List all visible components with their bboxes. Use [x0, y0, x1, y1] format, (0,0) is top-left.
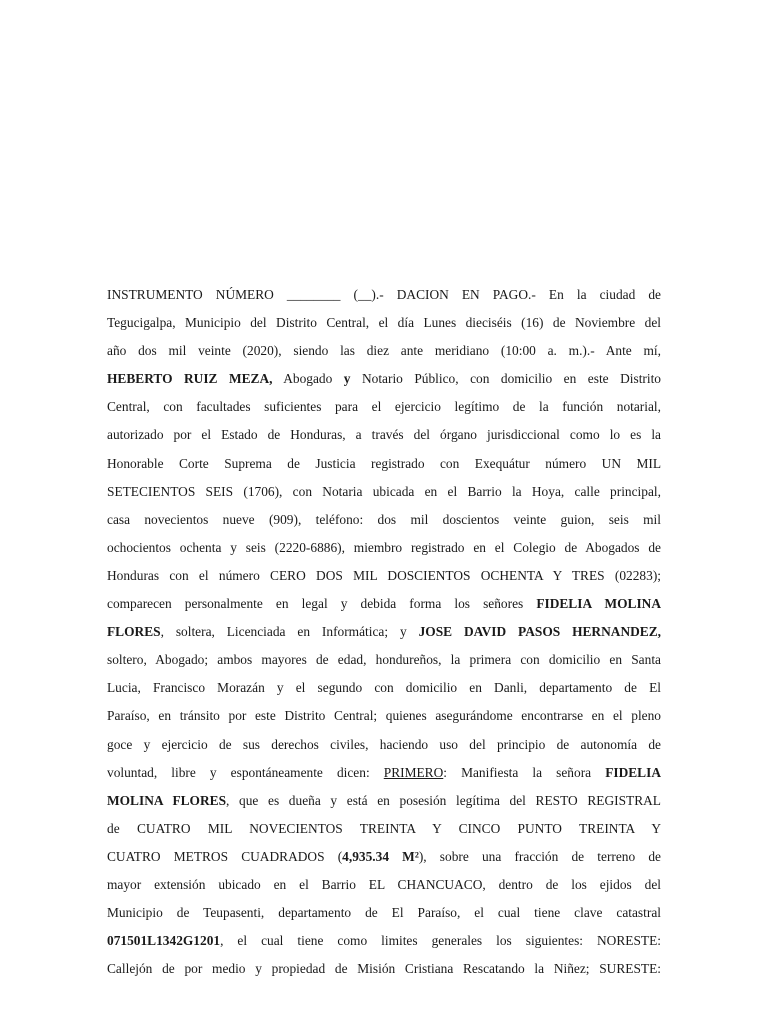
text-run: Lucia, Francisco Morazán y el segundo con domicilio en Danli, departamento de El [107, 680, 661, 696]
document-line [107, 365, 661, 393]
document-line [107, 534, 661, 562]
document-line [107, 421, 661, 449]
document-line [107, 337, 661, 365]
bold-text: HEBERTO RUIZ MEZA, [107, 371, 273, 387]
text-run: SETECIENTOS SEIS (1706), con Notaria ubicada en el Barrio la Hoya, calle principal, [107, 483, 661, 499]
text-run: , el cual tiene como limites generales los siguientes: NORESTE: [220, 933, 661, 949]
text-run: Municipio de Teupasenti, departamento de El Paraíso, el cual tiene clave catastral [107, 905, 661, 921]
bold-text: FIDELIA [605, 764, 661, 780]
text-run: INSTRUMENTO NÚMERO ________ (__).- DACION EN PAGO.- En la ciudad de [107, 287, 661, 302]
document-line [107, 731, 661, 759]
document-line [107, 562, 661, 590]
document-line [107, 871, 661, 899]
document-line [107, 815, 661, 843]
text-run: Honduras con el número CERO DOS MIL DOSCIENTOS OCHENTA Y TRES (02283); [107, 567, 661, 583]
bold-text: FIDELIA MOLINA [536, 596, 661, 612]
document-line [107, 309, 661, 337]
text-run: , que es dueña y está en posesión legítima del RESTO REGISTRAL [226, 792, 661, 808]
bold-text: JOSE DAVID PASOS HERNANDEZ, [418, 624, 661, 640]
text-run: Tegucigalpa, Municipio del Distrito Central, el día Lunes dieciséis (16) de Noviembre del [107, 315, 661, 331]
text-run: Callejón de por medio y propiedad de Misión Cristiana Rescatando la Niñez; SURESTE: [107, 961, 661, 977]
text-run: comparecen personalmente en legal y debida forma los señores [107, 596, 537, 612]
document-line [107, 843, 661, 871]
text-run: goce y ejercicio de sus derechos civiles, haciendo uso del principio de autonomía de [107, 736, 661, 752]
document-line [107, 590, 661, 618]
document-line [107, 618, 661, 646]
document-line [107, 702, 661, 730]
text-run: Central, con facultades suficientes para el ejercicio legítimo de la función notarial, [107, 399, 661, 415]
document-line [107, 281, 661, 309]
document-line [107, 787, 661, 815]
bold-text: 4,935.34 M² [342, 848, 419, 864]
text-run: Paraíso, en tránsito por este Distrito Central; quienes asegurándome encontrarse en el pleno [107, 708, 661, 724]
text-run: soltero, Abogado; ambos mayores de edad, hondureños, la primera con domicilio en Santa [107, 652, 661, 668]
text-run: casa novecientos nueve (909), teléfono: dos mil doscientos veinte guion, seis mil [107, 511, 661, 527]
text-run: ochocientos ochenta y seis (2220-6886), miembro registrado en el Colegio de Abogados de [107, 539, 661, 555]
bold-text: MOLINA FLORES [107, 792, 227, 808]
text-run: CUATRO METROS CUADRADOS ( [107, 848, 343, 864]
text-run: : Manifiesta la señora [443, 764, 606, 780]
text-run: de CUATRO MIL NOVECIENTOS TREINTA Y CINCO PUNTO TREINTA Y [107, 820, 661, 836]
text-run: mayor extensión ubicado en el Barrio EL CHANCUACO, dentro de los ejidos del [107, 876, 661, 892]
text-run: voluntad, libre y espontáneamente dicen: [107, 764, 384, 780]
document-line [107, 955, 661, 983]
text-run: , soltera, Licenciada en Informática; y [160, 624, 419, 640]
document-line [107, 759, 661, 787]
document-line [107, 674, 661, 702]
text-run: año dos mil veinte (2020), siendo las diez ante meridiano (10:00 a. m.).- Ante mí, [107, 343, 661, 359]
document-line [107, 899, 661, 927]
bold-text: 071501L1342G1201 [107, 933, 221, 949]
document-line [107, 646, 661, 674]
document-line [107, 393, 661, 421]
bold-text: y [343, 371, 351, 387]
document-line [107, 478, 661, 506]
text-run: Abogado [272, 371, 344, 387]
document-line [107, 450, 661, 478]
text-run: Honorable Corte Suprema de Justicia registrado con Exequátur número UN MIL [107, 455, 661, 471]
document-line [107, 927, 661, 955]
text-run: Notario Público, con domicilio en este Distrito [350, 371, 661, 387]
document-body-text [107, 281, 661, 983]
text-run: autorizado por el Estado de Honduras, a través del órgano jurisdiccional como lo es la [107, 427, 661, 443]
underlined-text: PRIMERO [383, 764, 444, 780]
document-line [107, 506, 661, 534]
bold-text: FLORES [107, 624, 161, 640]
text-run: ), sobre una fracción de terreno de [418, 848, 661, 864]
